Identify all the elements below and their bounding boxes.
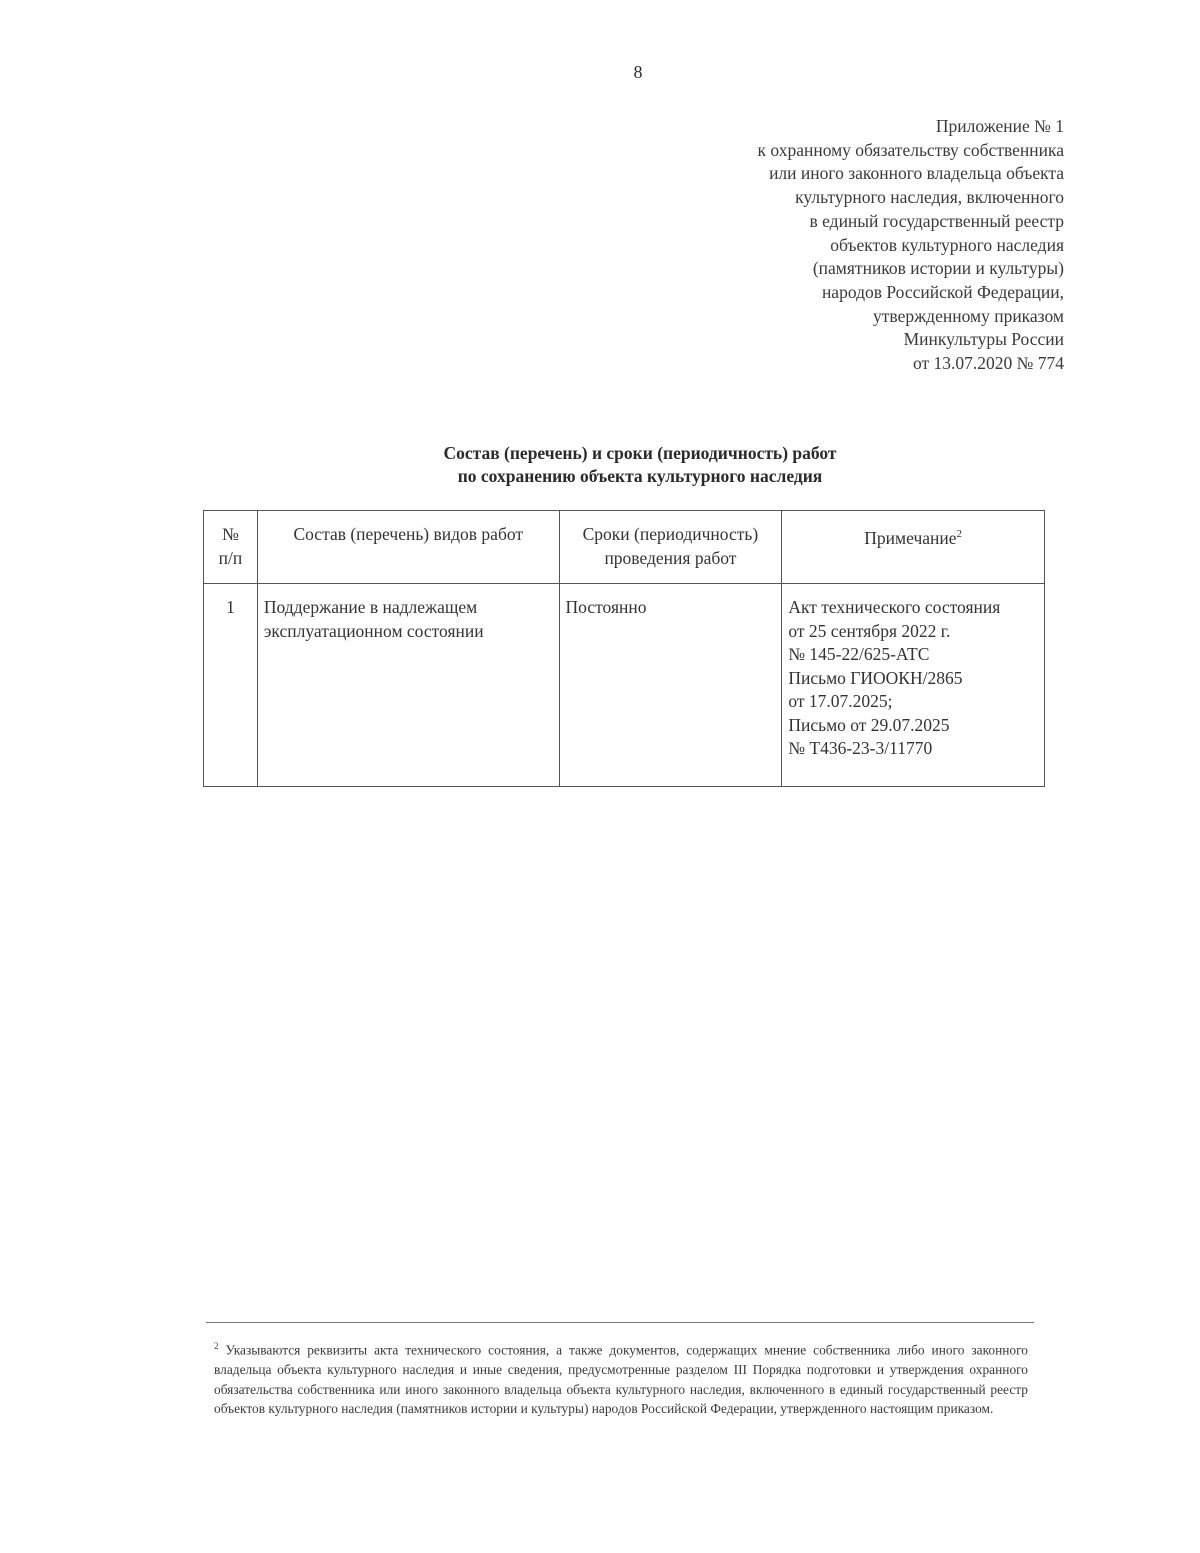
title-line-2: по сохранению объекта культурного наследия bbox=[457, 466, 823, 486]
cell-terms: Постоянно bbox=[559, 584, 782, 787]
cell-note-line: от 17.07.2025; bbox=[788, 691, 893, 711]
cell-works bbox=[257, 584, 559, 787]
page-number: 8 bbox=[633, 62, 643, 82]
footnote-text: Указываются реквизиты акта технического состояния, а также документов, содержащих мнение собственника либо иного законного владельца объекта культурного наследия и иные сведения, предусмотренные разделом III Порядка подготовки и утверждения охранного обязательства собственника или иного законного владельца объекта культурного наследия, включенного в единый государственный реестр объектов культурного наследия (памятников истории и культуры) народов Российской Федерации, утвержденного настоящим приказом. bbox=[214, 1342, 1028, 1417]
appendix-line: народов Российской Федерации, bbox=[821, 281, 1064, 302]
appendix-line: утвержденному приказом bbox=[873, 305, 1064, 326]
footnote-reference: 2 bbox=[956, 528, 963, 540]
cell-note-line: Письмо от 29.07.2025 bbox=[788, 714, 950, 735]
cell-number: 1 bbox=[204, 584, 258, 787]
cell-works-line: Поддержание в надлежащем bbox=[263, 597, 478, 617]
appendix-line: в единый государственный реестр bbox=[809, 210, 1064, 231]
cell-note-line: № 145-22/625-АТС bbox=[788, 644, 930, 664]
cell-note-line: Акт технического состояния bbox=[788, 597, 1001, 617]
appendix-line: культурного наследия, включенного bbox=[795, 187, 1064, 208]
header-number bbox=[204, 511, 258, 584]
header-terms-line2: проведения работ bbox=[604, 547, 737, 568]
appendix-line: объектов культурного наследия bbox=[830, 234, 1064, 255]
cell-note-line: от 25 сентября 2022 г. bbox=[788, 620, 951, 641]
header-note bbox=[782, 511, 1045, 584]
appendix-line: к охранному обязательству собственника bbox=[757, 139, 1064, 160]
footnote-divider bbox=[206, 1322, 1034, 1323]
appendix-line: от 13.07.2020 № 774 bbox=[913, 353, 1064, 374]
cell-note-line: № Т436-23-3/11770 bbox=[788, 738, 933, 758]
header-terms bbox=[559, 511, 782, 584]
appendix-line: или иного законного владельца объекта bbox=[769, 163, 1064, 184]
title-line-1: Состав (перечень) и сроки (периодичность) работ bbox=[443, 443, 837, 463]
cell-note bbox=[782, 584, 1045, 787]
footnote-mark: 2 bbox=[214, 1341, 219, 1351]
appendix-line: Минкультуры России bbox=[903, 329, 1064, 350]
table-row bbox=[204, 584, 1045, 787]
footnote bbox=[214, 1337, 1028, 1419]
header-number-line2: п/п bbox=[218, 547, 243, 568]
cell-note-line: Письмо ГИООКН/2865 bbox=[788, 667, 963, 688]
header-number-line1: № bbox=[222, 524, 239, 544]
header-works: Состав (перечень) видов работ bbox=[257, 511, 559, 584]
header-terms-line1: Сроки (периодичность) bbox=[582, 524, 759, 544]
header-note-label: Примечание bbox=[864, 527, 957, 548]
appendix-line: (памятников истории и культуры) bbox=[812, 258, 1064, 279]
works-table bbox=[203, 510, 1045, 787]
cell-works-line: эксплуатационном состоянии bbox=[263, 620, 484, 641]
appendix-reference bbox=[584, 115, 1064, 376]
table-header-row bbox=[204, 511, 1045, 584]
document-title bbox=[300, 442, 980, 488]
appendix-line: Приложение № 1 bbox=[935, 116, 1064, 136]
